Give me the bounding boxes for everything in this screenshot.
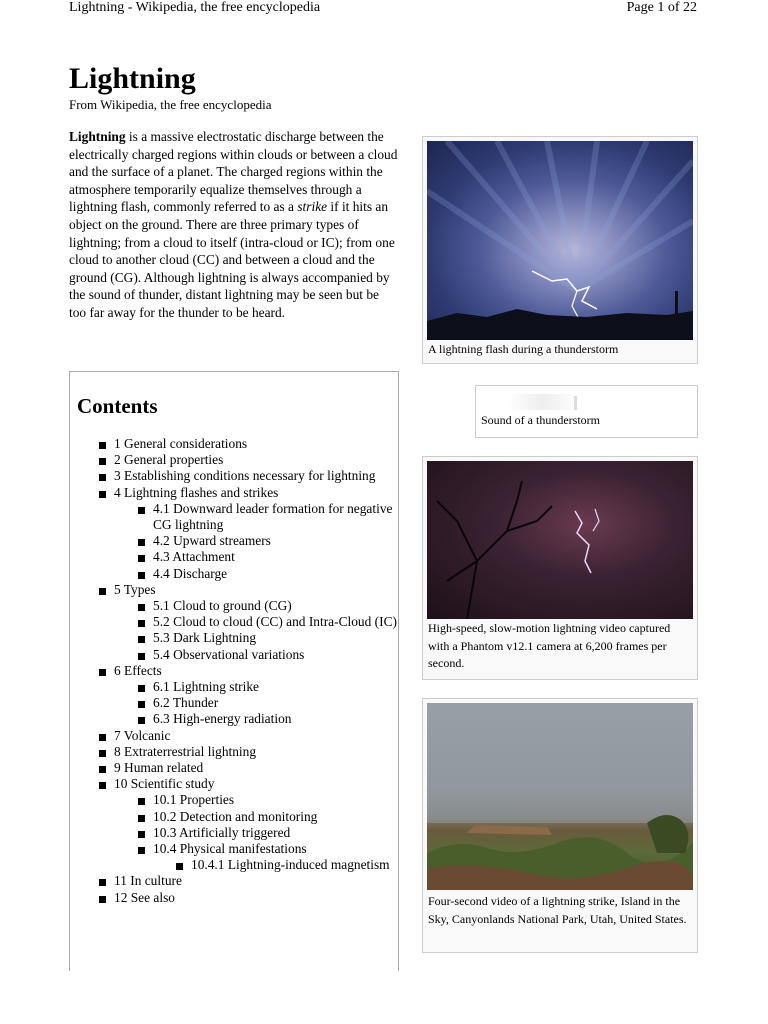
lead-paragraph (69, 128, 399, 322)
toc-item-label[interactable]: 6 Effects (114, 662, 162, 678)
toc-item-label[interactable]: 10.4 Physical manifestations (153, 841, 307, 857)
toc-item[interactable] (70, 630, 400, 646)
toc-item[interactable] (70, 873, 400, 889)
toc-item-label[interactable]: 12 See also (114, 889, 175, 905)
bullet-icon (138, 620, 145, 627)
toc-item[interactable] (70, 582, 400, 598)
bullet-icon (138, 815, 145, 822)
toc-item-label[interactable]: 5.1 Cloud to ground (CG) (153, 598, 292, 614)
bullet-icon (99, 491, 106, 498)
bullet-icon (99, 750, 106, 757)
toc-item[interactable] (70, 468, 400, 484)
toc-item[interactable] (70, 825, 400, 841)
toc-item-label[interactable]: 8 Extraterrestrial lightning (114, 743, 257, 759)
toc-item[interactable] (70, 744, 400, 760)
toc-title: Contents (77, 394, 158, 418)
article-subtitle: From Wikipedia, the free encyclopedia (69, 97, 272, 112)
toc-item[interactable] (70, 711, 400, 727)
toc-item-label[interactable]: 6.3 High-energy radiation (153, 711, 292, 727)
toc-item[interactable] (70, 566, 400, 582)
toc-item-label[interactable]: 4.4 Discharge (153, 565, 228, 581)
audio-caption: Sound of a thunderstorm (481, 413, 600, 427)
toc-item-label[interactable]: 10.1 Properties (153, 792, 235, 808)
lightning-flash-image[interactable] (427, 141, 693, 340)
toc-item[interactable] (70, 533, 400, 549)
toc-item-label[interactable]: 5.3 Dark Lightning (153, 630, 257, 646)
print-header-page-number: Page 1 of 22 (626, 0, 697, 15)
toc-item[interactable] (70, 485, 400, 501)
toc-list (70, 436, 400, 906)
toc-item[interactable] (70, 679, 400, 695)
bullet-icon (138, 653, 145, 660)
lead-italic-term: strike (297, 199, 328, 215)
print-header-title: Lightning - Wikipedia, the free encyclopedia (69, 0, 321, 15)
lead-text-part2: if it hits an object on the ground. There are three primary types of lightning; from a cloud to itself (intra-cloud or IC); from one cloud to another cloud (CC) and between a cloud and the ground (CG). Although lightning is always accompanied by the sound of thunder, distant lightning may be seen but be too far away for the thunder to be heard. (69, 199, 395, 320)
bullet-icon (138, 539, 145, 546)
bullet-icon (99, 669, 106, 676)
toc-item[interactable] (70, 695, 400, 711)
bullet-icon (176, 863, 183, 870)
toc-item[interactable] (70, 452, 400, 468)
toc-item[interactable] (70, 841, 400, 857)
bullet-icon (138, 685, 145, 692)
table-of-contents (69, 371, 399, 971)
bullet-icon (138, 847, 145, 854)
bullet-icon (99, 734, 106, 741)
toc-item-label[interactable]: 4.1 Downward leader formation for negative CG lightning (153, 500, 393, 533)
toc-item[interactable] (70, 549, 400, 565)
figure-slow-motion-video (422, 456, 698, 680)
bullet-icon (99, 474, 106, 481)
lead-text-part1: is a massive electrostatic discharge between the electrically charged regions within clouds or between a cloud and the surface of a planet. The charged regions within the atmosphere temporarily equalize themselves through a lightning flash, commonly referred to as a (69, 129, 398, 215)
toc-item-label[interactable]: 10.4.1 Lightning-induced magnetism (191, 857, 390, 873)
toc-item[interactable] (70, 809, 400, 825)
bullet-icon (99, 879, 106, 886)
figure-caption: Four-second video of a lightning strike, Island in the Sky, Canyonlands National Park, Utah, United States. (428, 894, 687, 926)
bullet-icon (99, 766, 106, 773)
slow-motion-video-thumbnail[interactable] (427, 461, 693, 619)
toc-item-label[interactable]: 5.2 Cloud to cloud (CC) and Intra-Cloud (IC) (153, 614, 397, 630)
toc-item-label[interactable]: 5 Types (114, 581, 156, 597)
bullet-icon (99, 458, 106, 465)
toc-item-label[interactable]: 11 In culture (114, 873, 182, 889)
figure-caption: A lightning flash during a thunderstorm (428, 342, 619, 356)
toc-item[interactable] (70, 857, 400, 873)
toc-item-label[interactable]: 10 Scientific study (114, 776, 215, 792)
toc-item[interactable] (70, 792, 400, 808)
bullet-icon (138, 717, 145, 724)
bullet-icon (99, 442, 106, 449)
toc-item-label[interactable]: 10.2 Detection and monitoring (153, 808, 318, 824)
audio-player[interactable] (508, 394, 578, 410)
toc-item-label[interactable]: 9 Human related (114, 760, 204, 776)
toc-item[interactable] (70, 598, 400, 614)
toc-item-label[interactable]: 3 Establishing conditions necessary for lightning (114, 468, 376, 484)
toc-item-label[interactable]: 6.2 Thunder (153, 695, 219, 711)
bullet-icon (99, 588, 106, 595)
bullet-icon (99, 782, 106, 789)
toc-item-label[interactable]: 4.3 Attachment (153, 549, 235, 565)
bullet-icon (138, 636, 145, 643)
toc-item[interactable] (70, 760, 400, 776)
figure-lightning-flash (422, 136, 698, 364)
toc-item-label[interactable]: 1 General considerations (114, 436, 248, 451)
toc-item-label[interactable]: 4.2 Upward streamers (153, 533, 271, 549)
toc-item-label[interactable]: 2 General properties (114, 452, 224, 468)
bullet-icon (138, 798, 145, 805)
toc-item[interactable] (70, 776, 400, 792)
canyonlands-video-thumbnail[interactable] (427, 703, 693, 890)
figure-canyonlands-video (422, 698, 698, 953)
toc-item-label[interactable]: 7 Volcanic (114, 727, 171, 743)
bullet-icon (138, 572, 145, 579)
audio-thunderstorm (475, 385, 698, 438)
toc-item[interactable] (70, 436, 400, 452)
article-title: Lightning (69, 62, 196, 95)
bullet-icon (138, 831, 145, 838)
toc-item-label[interactable]: 6.1 Lightning strike (153, 679, 260, 695)
toc-item[interactable] (70, 890, 400, 906)
toc-item[interactable] (70, 663, 400, 679)
bullet-icon (138, 555, 145, 562)
figure-caption: High-speed, slow-motion lightning video captured with a Phantom v12.1 camera at 6,200 frames per second. (428, 621, 671, 670)
toc-item[interactable] (70, 501, 400, 533)
bullet-icon (99, 896, 106, 903)
toc-item-label[interactable]: 5.4 Observational variations (153, 646, 305, 662)
bullet-icon (138, 604, 145, 611)
toc-item-label[interactable]: 10.3 Artificially triggered (153, 824, 291, 840)
audio-scrubber-handle[interactable] (574, 396, 577, 410)
bullet-icon (138, 701, 145, 708)
toc-item-label[interactable]: 4 Lightning flashes and strikes (114, 484, 279, 500)
toc-item[interactable] (70, 728, 400, 744)
toc-item[interactable] (70, 647, 400, 663)
toc-item[interactable] (70, 614, 400, 630)
lead-bold-term: Lightning (69, 129, 126, 144)
bullet-icon (138, 507, 145, 514)
